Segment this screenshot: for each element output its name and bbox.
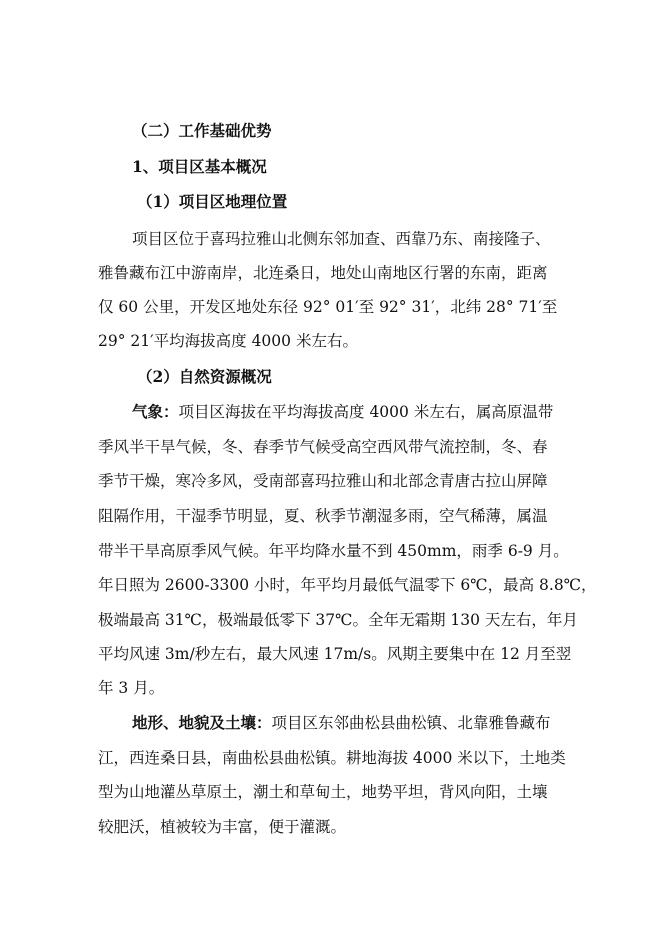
- climate-line: 带半干旱高原季风气候。年平均降水量不到 450mm，雨季 6-9 月。: [98, 542, 569, 560]
- climate-first-line: [132, 401, 602, 423]
- climate-line: 阻隔作用，干湿季节明显，夏、秋季节潮湿多雨，空气稀薄，属温: [98, 507, 548, 525]
- terrain-first-line-text: 项目区东邻曲松县曲松镇、北靠雅鲁藏布: [271, 714, 551, 732]
- geo-location-line: 29° 21′平均海拔高度 4000 米左右。: [98, 332, 358, 350]
- climate-line: 年 3 月。: [98, 679, 165, 697]
- climate-line: 平均风速 3m/秒左右，最大风速 17m/s。风期主要集中在 12 月至翌: [98, 645, 572, 663]
- terrain-line: 较肥沃，植被较为丰富，便于灌溉。: [98, 818, 347, 836]
- section-heading: （二）工作基础优势: [132, 121, 272, 140]
- climate-label: 气象：: [132, 402, 179, 421]
- terrain-line: 江，西连桑日县，南曲松县曲松镇。耕地海拔 4000 米以下，土地类: [98, 749, 566, 767]
- climate-line: 季节干燥，寒冷多风，受南部喜玛拉雅山和北部念青唐古拉山屏障: [98, 472, 548, 490]
- geo-location-heading: （1）项目区地理位置: [137, 192, 288, 211]
- terrain-label: 地形、地貌及土壤：: [132, 713, 272, 732]
- climate-line: 极端最高 31℃，极端最低零下 37℃。全年无霜期 130 天左右，年月: [98, 611, 578, 629]
- terrain-line: 型为山地灌丛草原土，潮土和草甸土，地势平坦，背风向阳，土壤: [98, 783, 548, 801]
- geo-location-line: 仅 60 公里，开发区地处东径 92° 01′至 92° 31′，北纬 28° 71′至: [98, 298, 558, 316]
- climate-first-line-text: 项目区海拔在平均海拔高度 4000 米左右，属高原温带: [178, 403, 554, 421]
- terrain-first-line: [132, 712, 602, 734]
- geo-location-line: 项目区位于喜玛拉雅山北侧东邻加查、西靠乃东、南接隆子、: [132, 230, 551, 248]
- climate-line: 年日照为 2600-3300 小时，年平均月最低气温零下 6℃，最高 8.8℃，: [98, 576, 597, 594]
- natural-resources-heading: （2）自然资源概况: [137, 367, 272, 386]
- geo-location-line: 雅鲁藏布江中游南岸，北连桑日，地处山南地区行署的东南，距离: [98, 264, 548, 282]
- climate-line: 季风半干旱气候，冬、春季节气候受高空西风带气流控制，冬、春: [98, 438, 548, 456]
- subsection-heading: 1、项目区基本概况: [132, 157, 267, 176]
